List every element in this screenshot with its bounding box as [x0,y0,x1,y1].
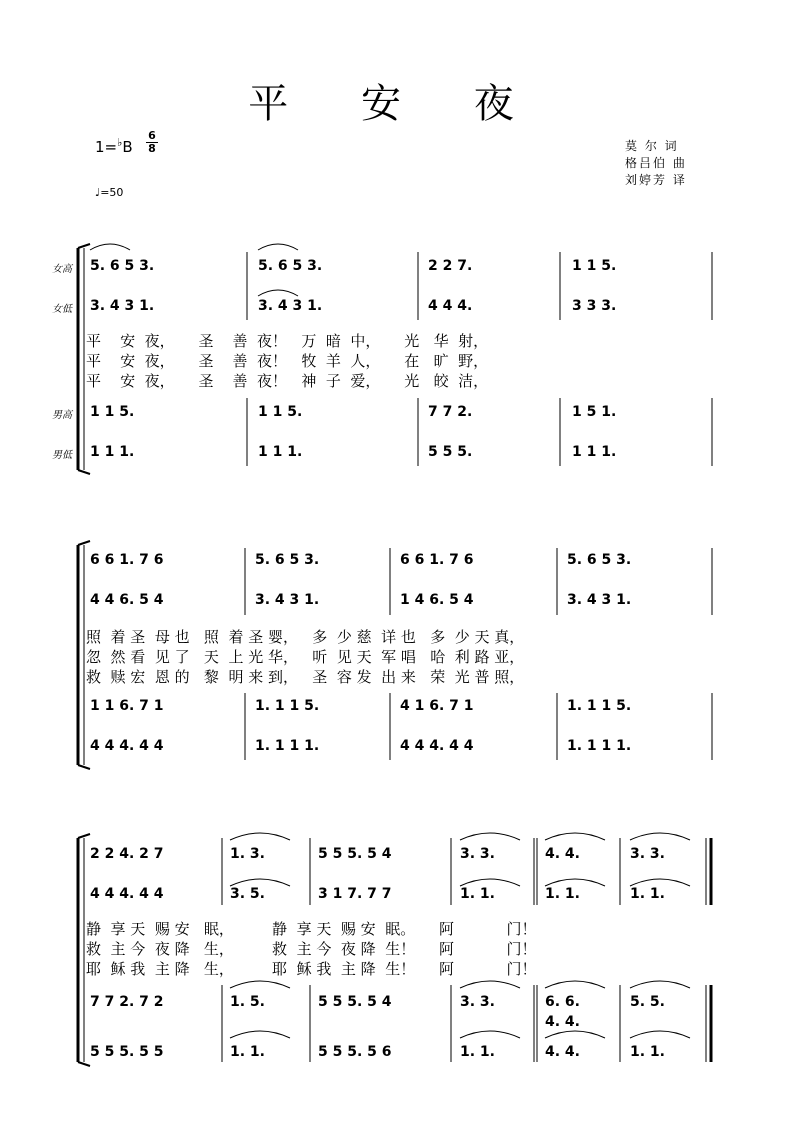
s2-tenor-m2: 1. 1 1 5. [255,698,320,714]
s3-bass-m6: 1. 1. [630,1044,665,1060]
s1-soprano-m3: 2 2 7. [428,258,473,274]
s3-soprano-m2: 1. 3. [230,846,265,862]
s1-lyric-3: 平 安 夜， 圣 善 夜！ 神 子 爱， 光 皎 洁， [86,372,489,390]
s1-bass-m3: 5 5 5. [428,444,473,460]
s2-alto-m1: 4 4 6. 5 4 [90,592,164,608]
s2-soprano-m1: 6 6 1. 7 6 [90,552,164,568]
s3-alto-m5: 1. 1. [545,886,580,902]
s3-lyric-2: 救 主 今 夜 降 生， 救 主 今 夜 降 生！ 阿 门！ [86,940,537,958]
label-soprano: 女高 [52,264,72,275]
s1-alto-m3: 4 4 4. [428,298,473,314]
key-prefix: 1= [95,138,118,156]
s2-tenor-m4: 1. 1 1 5. [567,698,632,714]
time-bottom: 8 [146,142,158,155]
s1-tenor-m4: 1 5 1. [572,404,617,420]
s1-tenor-m2: 1 1 5. [258,404,303,420]
s3-soprano-m6: 3. 3. [630,846,665,862]
s2-soprano-m4: 5. 6 5 3. [567,552,632,568]
s1-alto-m2: 3. 4 3 1. [258,298,323,314]
s2-alto-m2: 3. 4 3 1. [255,592,320,608]
tempo-mark: ♩=50 [95,186,124,199]
s3-alto-m1: 4 4 4. 4 4 [90,886,164,902]
flat-sign: ♭ [117,136,123,149]
key-note: B [122,138,133,156]
s3-bass-m2: 1. 1. [230,1044,265,1060]
s1-bass-m2: 1 1 1. [258,444,303,460]
s3-soprano-m3: 5 5 5. 5 4 [318,846,392,862]
s2-bass-m2: 1. 1 1 1. [255,738,320,754]
s3-bass-m3: 5 5 5. 5 6 [318,1044,392,1060]
s1-soprano-m1: 5. 6 5 3. [90,258,155,274]
s2-soprano-m3: 6 6 1. 7 6 [400,552,474,568]
s1-soprano-m4: 1 1 5. [572,258,617,274]
credit-lyricist: 莫 尔 词 [625,139,679,153]
s2-bass-m4: 1. 1 1 1. [567,738,632,754]
label-bass: 男低 [52,450,72,461]
s1-tenor-m3: 7 7 2. [428,404,473,420]
s1-soprano-m2: 5. 6 5 3. [258,258,323,274]
s3-tenor-m6: 5. 5. [630,994,665,1010]
s3-soprano-m5: 4. 4. [545,846,580,862]
s3-soprano-m4: 3. 3. [460,846,495,862]
s2-lyric-3: 救 赎 宏 恩 的 黎 明 来 到， 圣 容 发 出 来 荣 光 普 照， [86,668,525,686]
s2-alto-m3: 1 4 6. 5 4 [400,592,474,608]
s2-soprano-m2: 5. 6 5 3. [255,552,320,568]
s3-alto-m3: 3 1 7. 7 7 [318,886,392,902]
credit-translator: 刘婷芳 译 [625,173,687,187]
credit-composer: 格吕伯 曲 [625,156,687,170]
s3-tenor-m5: 6. 6. [545,994,580,1010]
label-tenor: 男高 [52,410,72,421]
s2-bass-m1: 4 4 4. 4 4 [90,738,164,754]
s1-bass-m1: 1 1 1. [90,444,135,460]
time-top: 6 [148,129,156,142]
s3-bass-m1: 5 5 5. 5 5 [90,1044,164,1060]
label-alto: 女低 [52,304,72,315]
s2-lyric-2: 忽 然 看 见 了 天 上 光 华， 听 见 天 军 唱 哈 利 路 亚， [86,648,525,666]
s3-tenor-m3: 5 5 5. 5 4 [318,994,392,1010]
s2-tenor-m1: 1 1 6. 7 1 [90,698,164,714]
s3-alto-m2: 3. 5. [230,886,265,902]
s1-lyric-2: 平 安 夜， 圣 善 夜！ 牧 羊 人， 在 旷 野， [86,352,489,370]
s2-tenor-m3: 4 1 6. 7 1 [400,698,474,714]
s3-lyric-3: 耶 稣 我 主 降 生， 耶 稣 我 主 降 生！ 阿 门！ [86,960,537,978]
s1-alto-m4: 3 3 3. [572,298,617,314]
s1-lyric-1: 平 安 夜， 圣 善 夜！ 万 暗 中， 光 华 射， [86,332,489,350]
s1-tenor-m1: 1 1 5. [90,404,135,420]
s1-bass-m4: 1 1 1. [572,444,617,460]
s2-alto-m4: 3. 4 3 1. [567,592,632,608]
s3-alto-m6: 1. 1. [630,886,665,902]
s2-bass-m3: 4 4 4. 4 4 [400,738,474,754]
s3-tenor-m4: 3. 3. [460,994,495,1010]
s3-tenor-m1: 7 7 2. 7 2 [90,994,164,1010]
s3-tenor-lower: 4. 4. [545,1014,580,1030]
s3-bass-m5: 4. 4. [545,1044,580,1060]
s3-alto-m4: 1. 1. [460,886,495,902]
s2-lyric-1: 照 着 圣 母 也 照 着 圣 婴， 多 少 慈 详 也 多 少 天 真， [86,628,525,646]
s3-soprano-m1: 2 2 4. 2 7 [90,846,164,862]
s3-bass-m4: 1. 1. [460,1044,495,1060]
s3-tenor-m2: 1. 5. [230,994,265,1010]
s1-alto-m1: 3. 4 3 1. [90,298,155,314]
s3-lyric-1: 静 享 天 赐 安 眠， 静 享 天 赐 安 眠。 阿 门！ [86,920,537,938]
score-title: 平 安 夜 [248,81,544,127]
